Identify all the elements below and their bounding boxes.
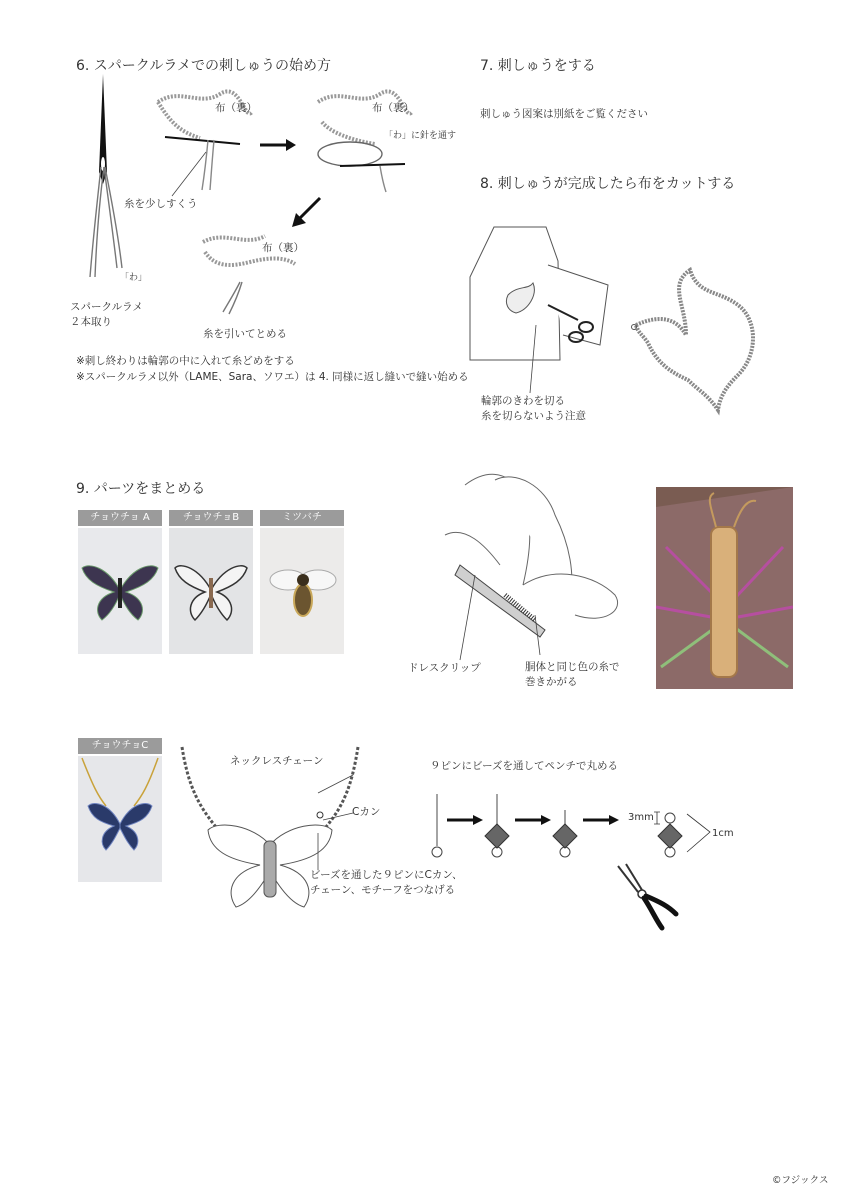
photo-butterfly-b (169, 528, 253, 654)
cut-fabric-illustration (468, 225, 618, 365)
fabric-back-label-1: 布（裏） (215, 102, 257, 114)
photo-clip-closeup (656, 487, 793, 689)
section-9-title: 9. パーツをまとめる (76, 481, 206, 497)
pin-instruction-label: ９ピンにビーズを通してペンチで丸める (430, 760, 619, 772)
copyright: ©フジックス (772, 1175, 829, 1186)
dress-clip-butterfly-diagram (425, 465, 635, 660)
note-1: ※刺し終わりは輪郭の中に入れて糸どめをする (76, 355, 295, 367)
section-7-title: 7. 刺しゅうをする (480, 58, 596, 74)
scoop-leader-line (170, 150, 210, 200)
stitch-step-3-illustration (195, 222, 305, 322)
two-strands-label: ２本取り (70, 316, 112, 328)
three-mm-label: 3mm (628, 812, 654, 823)
tag-butterfly-c: チョウチョC (78, 738, 162, 754)
one-cm-label: 1cm (712, 828, 734, 839)
section-8-title: 8. 刺しゅうが完成したら布をカットする (480, 176, 736, 192)
tag-butterfly-a: チョウチョ A (78, 510, 162, 526)
fabric-back-label-2: 布（裏） (372, 102, 414, 114)
pliers-icon (612, 862, 682, 934)
tag-butterfly-b: チョウチョB (169, 510, 253, 526)
cut-caption-1: 輪郭のきわを切る (481, 395, 565, 407)
cut-caption-2: 糸を切らないよう注意 (481, 410, 586, 422)
thread-name-label: スパークルラメ (70, 301, 143, 313)
needle-thread-illustration (70, 72, 140, 302)
dress-clip-label: ドレスクリップ (408, 662, 481, 674)
loop-label: 「わ」 (120, 273, 148, 283)
arrow-right-icon (258, 138, 298, 152)
photo-bee (260, 528, 344, 654)
tag-bee: ミツバチ (260, 510, 344, 526)
photo-butterfly-a (78, 528, 162, 654)
dove-motif-illustration (628, 265, 768, 415)
wrap-label-2: 巻きかがる (525, 676, 578, 688)
connect-label-2: チェーン、モチーフをつなげる (310, 884, 456, 896)
nine-pin-steps-diagram (425, 790, 725, 865)
wrap-label-1: 胴体と同じ色の糸で (525, 661, 620, 673)
fabric-back-label-3: 布（裏） (262, 242, 304, 254)
scoop-label: 糸を少しすくう (124, 198, 198, 210)
c-kan-label: Cカン (352, 806, 381, 818)
photo-butterfly-c (78, 756, 162, 882)
note-2: ※スパークルラメ以外（LAME、Sara、ソワエ）は 4. 同様に返し縫いで縫い始める (76, 371, 469, 383)
stitch-step-2-illustration (310, 82, 420, 202)
connect-label-1: ビーズを通した９ピンにCカン、 (310, 869, 463, 881)
necklace-chain-label: ネックレスチェーン (230, 755, 324, 767)
pull-label: 糸を引いてとめる (203, 328, 287, 340)
section-7-body: 刺しゅう図案は別紙をご覧ください (480, 108, 648, 120)
section-6-title: 6. スパークルラメでの刺しゅうの始め方 (76, 58, 331, 74)
pass-needle-label: 「わ」に針を通す (384, 131, 457, 141)
